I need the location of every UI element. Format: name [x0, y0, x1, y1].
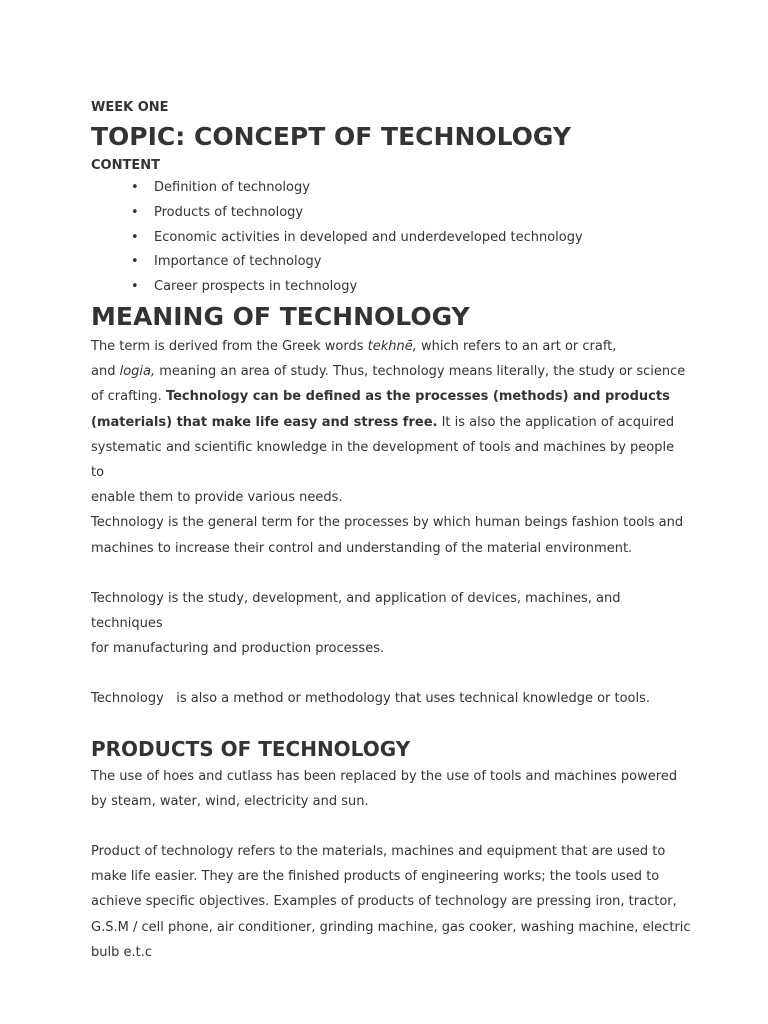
text-run: which refers to an art or craft,: [416, 338, 617, 354]
bullet-icon: •: [131, 254, 139, 270]
greek-term-logia: logia,: [119, 364, 156, 380]
topic-title: TOPIC: CONCEPT OF TECHNOLOGY: [91, 122, 571, 151]
text-line: [91, 334, 691, 359]
bullet-icon: •: [131, 180, 139, 195]
list-item-text: Definition of technology: [154, 180, 310, 195]
products-heading: PRODUCTS OF TECHNOLOGY: [91, 736, 411, 761]
greek-term-tekhne: tekhnē,: [367, 338, 417, 354]
paragraph-spacer: [91, 561, 691, 586]
text-line: The use of hoes and cutlass has been replaced by the use of tools and machines powered: [91, 768, 678, 784]
meaning-paragraph-4: [91, 686, 691, 711]
text-run: It is also the application of acquired: [437, 414, 675, 430]
definition-bold: Technology can be defined as the processes (methods) and products: [165, 389, 670, 405]
text-run: of crafting.: [91, 389, 166, 405]
text-line: [91, 410, 691, 435]
content-label: CONTENT: [91, 158, 160, 173]
text-line: G.S.M / cell phone, air conditioner, grinding machine, gas cooker, washing machine, electric: [91, 919, 691, 935]
text-line: enable them to provide various needs.: [91, 490, 343, 506]
list-item-text: Career prospects in technology: [154, 279, 358, 295]
paragraph-spacer: [91, 661, 691, 686]
text-line: Technology is the general term for the processes by which human beings fashion tools and: [91, 515, 684, 531]
list-item: [131, 176, 691, 201]
document-body: [91, 96, 691, 965]
paragraph-spacer: [91, 814, 691, 839]
products-paragraph-1: [91, 764, 691, 814]
text-line: Product of technology refers to the materials, machines and equipment that are used to: [91, 844, 666, 860]
text-line: machines to increase their control and understanding of the material environment.: [91, 540, 633, 556]
text-line: for manufacturing and production processes.: [91, 641, 385, 657]
list-item: [131, 226, 691, 251]
text-line: make life easier. They are the finished products of engineering works; the tools used to: [91, 869, 660, 885]
products-paragraph-2: [91, 839, 691, 965]
text-line: achieve specific objectives. Examples of products of technology are pressing iron, tractor,: [91, 894, 677, 910]
text-run: meaning an area of study. Thus, technology means literally, the study or science: [155, 364, 686, 380]
text-line: systematic and scientific knowledge in the development of tools and machines by people to: [91, 439, 675, 480]
meaning-paragraph-2: [91, 510, 691, 560]
bullet-icon: •: [131, 229, 139, 245]
list-item: [131, 250, 691, 275]
list-item-text: Products of technology: [154, 204, 304, 220]
list-item-text: Importance of technology: [154, 254, 322, 270]
bullet-icon: •: [131, 279, 139, 295]
meaning-paragraph-3: [91, 586, 691, 662]
text-line: Technology is the study, development, and application of devices, machines, and techniques: [91, 590, 621, 632]
content-list: [91, 176, 691, 300]
text-line: Technology is also a method or methodology that uses technical knowledge or tools.: [91, 691, 651, 707]
definition-bold: (materials) that make life easy and stress free.: [91, 414, 438, 430]
text-run: and: [91, 364, 120, 380]
text-line: [91, 384, 691, 409]
text-line: [91, 359, 691, 384]
bullet-icon: •: [131, 204, 139, 220]
meaning-heading: MEANING OF TECHNOLOGY: [91, 301, 470, 331]
week-label: WEEK ONE: [91, 100, 169, 115]
list-item-text: Economic activities in developed and underdeveloped technology: [154, 229, 583, 245]
text-line: bulb e.t.c: [91, 944, 152, 960]
text-line: by steam, water, wind, electricity and sun.: [91, 793, 369, 809]
list-item: [131, 275, 691, 300]
meaning-paragraph-1: [91, 334, 691, 510]
text-run: The term is derived from the Greek words: [91, 338, 368, 354]
paragraph-spacer: [91, 712, 691, 734]
list-item: [131, 201, 691, 226]
